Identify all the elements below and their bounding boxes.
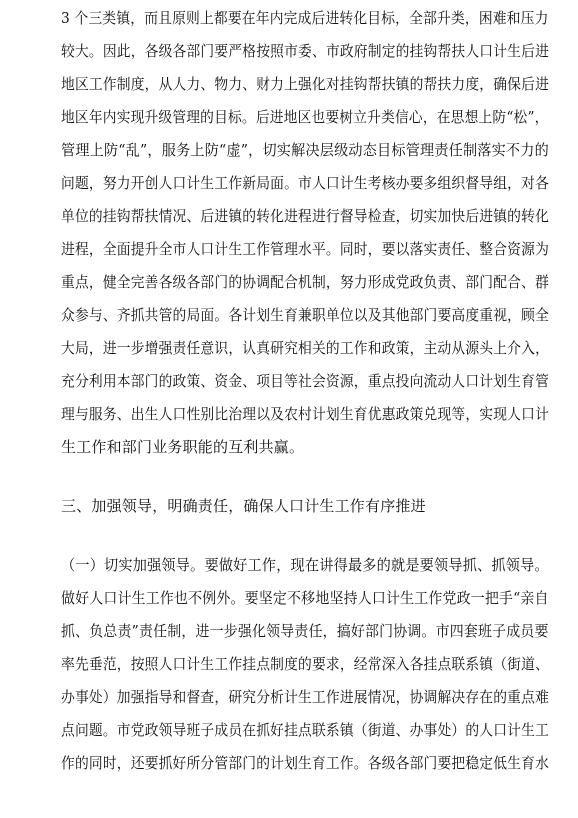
paragraph-line: 生工作和部门业务职能的互利共赢。 xyxy=(61,438,305,456)
paragraph-line: 众参与、齐抓共管的局面。各计划生育兼职单位以及其他部门要高度重视，顾全 xyxy=(61,306,550,324)
paragraph-line: 地区年内实现升级管理的目标。后进地区也要树立升类信心，在思想上防“松”， xyxy=(61,108,549,126)
paragraph-line: 3 个三类镇，而且原则上都要在年内完成后进转化目标，全部升类，困难和压力 xyxy=(61,9,549,27)
paragraph-line: 理与服务、出生人口性别比治理以及农村计划生育优惠政策兑现等，实现人口计 xyxy=(61,405,550,423)
paragraph-line: 进程，全面提升全市人口计生工作管理水平。同时，要以落实责任、整合资源为 xyxy=(61,240,550,258)
paragraph-line: 较大。因此，各级各部门要严格按照市委、市政府制定的挂钩帮扶人口计生后进 xyxy=(61,42,550,60)
paragraph-line: 点问题。市党政领导班子成员在抓好挂点联系镇（街道、办事处）的人口计生工 xyxy=(61,721,550,739)
paragraph-line: （一）切实加强领导。要做好工作，现在讲得最多的就是要领导抓、抓领导。 xyxy=(61,556,549,574)
paragraph-line: 大局，进一步增强责任意识，认真研究相关的工作和政策，主动从源头上介入， xyxy=(61,339,550,357)
paragraph-line: 办事处）加强指导和督查，研究分析计生工作进展情况，协调解决存在的重点难 xyxy=(61,688,550,706)
section-heading: 三、加强领导，明确责任，确保人口计生工作有序推进 xyxy=(61,497,426,515)
paragraph-line: 充分利用本部门的政策、资金、项目等社会资源，重点投向流动人口计划生育管 xyxy=(61,372,550,390)
paragraph-line: 管理上防“乱”，服务上防“虚”，切实解决层级动态目标管理责任制落实不力的 xyxy=(61,141,549,159)
paragraph-line: 问题，努力开创人口计生工作新局面。市人口计生考核办要多组织督导组，对各 xyxy=(61,174,550,192)
paragraph-line: 重点，健全完善各级各部门的协调配合机制，努力形成党政负责、部门配合、群 xyxy=(61,273,550,291)
paragraph-line: 率先垂范，按照人口计生工作挂点制度的要求，经常深入各挂点联系镇（街道、 xyxy=(61,655,550,673)
paragraph-line: 单位的挂钩帮扶情况、后进镇的转化进程进行督导检查，切实加快后进镇的转化 xyxy=(61,207,550,225)
paragraph-line: 地区工作制度，从人力、物力、财力上强化对挂钩帮扶镇的帮扶力度，确保后进 xyxy=(61,75,550,93)
paragraph-line: 做好人口计生工作也不例外。要坚定不移地坚持人口计生工作党政一把手“亲自 xyxy=(61,589,549,607)
paragraph-line: 作的同时，还要抓好所分管部门的计划生育工作。各级各部门要把稳定低生育水 xyxy=(61,754,550,772)
paragraph-line: 抓、负总责”责任制，进一步强化领导责任，搞好部门协调。市四套班子成员要 xyxy=(61,622,549,640)
